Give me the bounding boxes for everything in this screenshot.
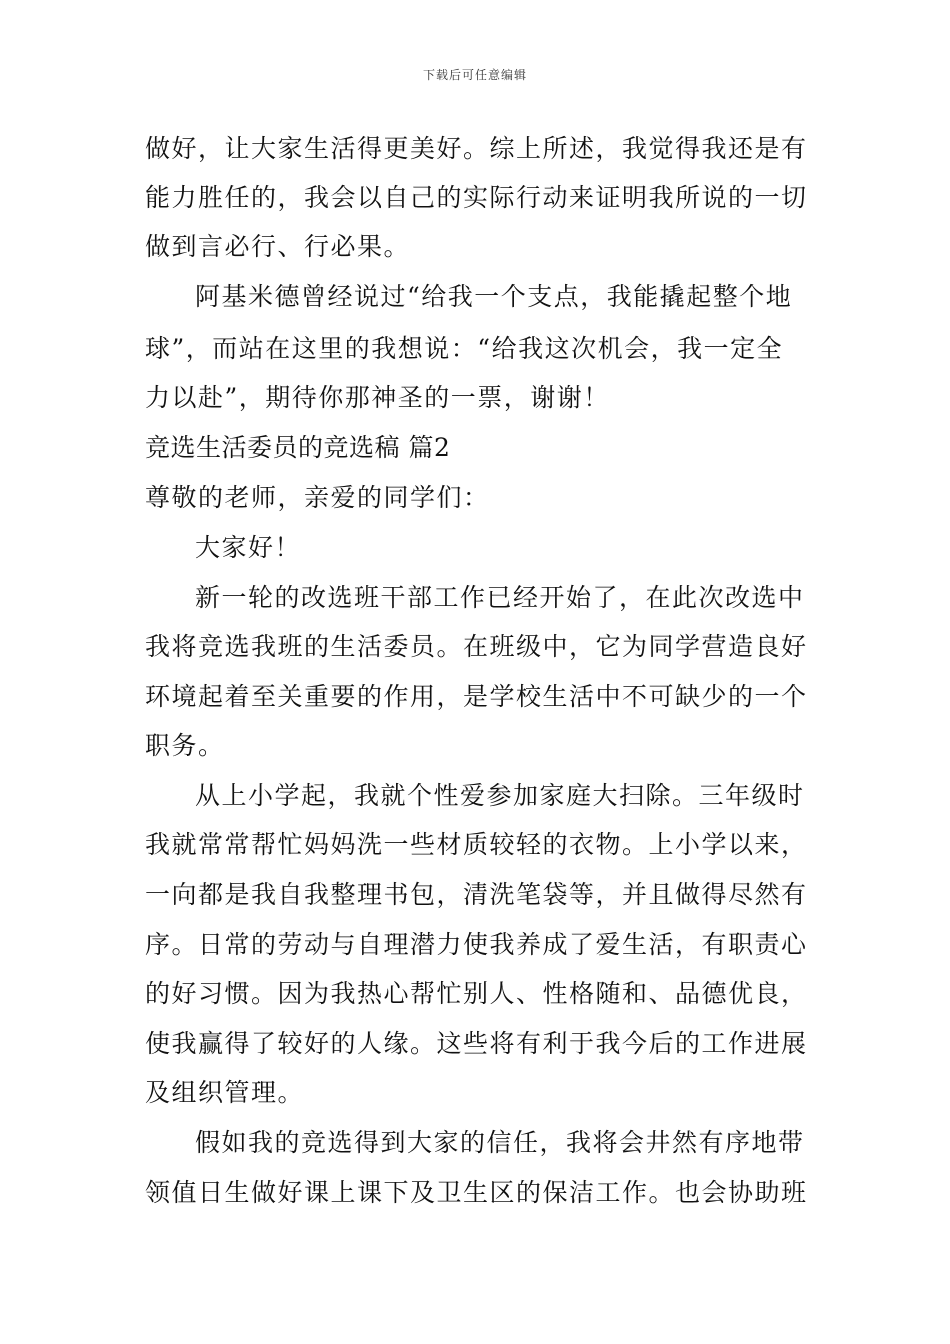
text-line: 假如我的竞选得到大家的信任，我将会井然有序地带 bbox=[195, 1128, 805, 1157]
greeting: 大家好！ bbox=[195, 533, 302, 562]
section-heading: 竞选生活委员的竞选稿 篇2 bbox=[145, 433, 451, 462]
header-note: 下载后可任意编辑 bbox=[422, 68, 527, 82]
text-line: 环境起着至关重要的作用，是学校生活中不可缺少的一个 bbox=[145, 682, 808, 711]
text-line: 的好习惯。因为我热心帮忙别人、性格随和、品德优良， bbox=[145, 979, 808, 1008]
text-line: 序。日常的劳动与自理潜力使我养成了爱生活，有职责心 bbox=[145, 930, 808, 959]
text-line: 职务。 bbox=[145, 731, 225, 760]
text-line: 使我赢得了较好的人缘。这些将有利于我今后的工作进展 bbox=[145, 1029, 808, 1058]
text-line: 阿基米德曾经说过“给我一个支点，我能撬起整个地 bbox=[195, 282, 793, 311]
text-line: 我将竞选我班的生活委员。在班级中，它为同学营造良好 bbox=[145, 632, 808, 661]
text-line: 及组织管理。 bbox=[145, 1078, 305, 1107]
text-line: 力以赴”，期待你那神圣的一票，谢谢！ bbox=[145, 383, 610, 412]
text-line: 做好，让大家生活得更美好。综上所述，我觉得我还是有 bbox=[145, 134, 808, 163]
text-line: 能力胜任的，我会以自己的实际行动来证明我所说的一切 bbox=[145, 183, 808, 212]
text-line: 做到言必行、行必果。 bbox=[145, 232, 411, 261]
text-line: 球”，而站在这里的我想说：“给我这次机会，我一定全 bbox=[145, 334, 784, 363]
text-line: 我就常常帮忙妈妈洗一些材质较轻的衣物。上小学以来， bbox=[145, 830, 808, 859]
text-line: 从上小学起，我就个性爱参加家庭大扫除。三年级时 bbox=[195, 781, 805, 810]
text-line: 一向都是我自我整理书包，清洗笔袋等，并且做得尽然有 bbox=[145, 880, 808, 909]
text-line: 领值日生做好课上课下及卫生区的保洁工作。也会协助班 bbox=[145, 1178, 808, 1207]
salutation: 尊敬的老师，亲爱的同学们： bbox=[145, 483, 490, 512]
text-line: 新一轮的改选班干部工作已经开始了，在此次改选中 bbox=[195, 583, 805, 612]
